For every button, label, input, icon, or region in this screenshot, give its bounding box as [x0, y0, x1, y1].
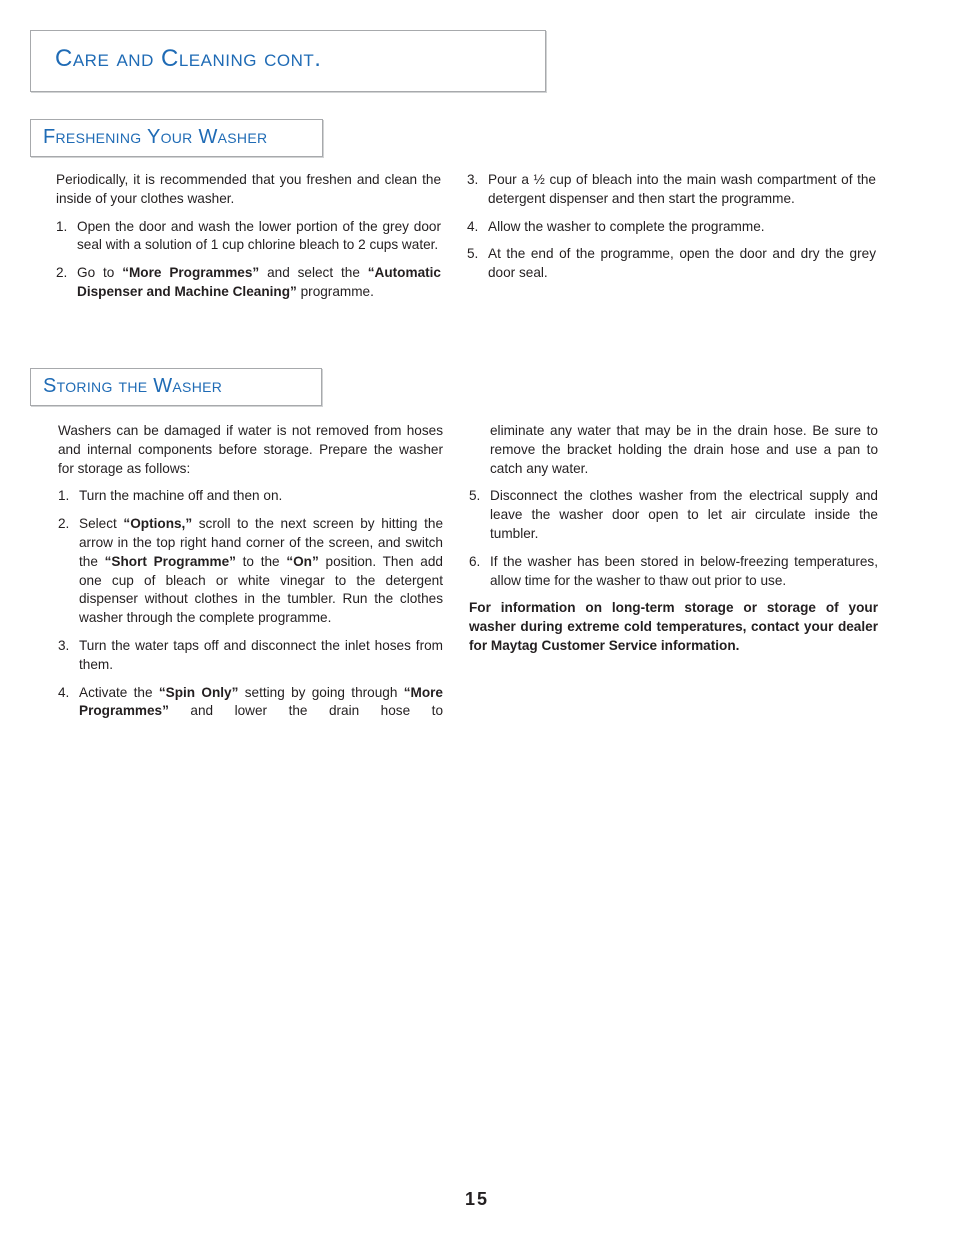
page-title: Care and Cleaning cont. [55, 45, 322, 72]
step-number: 1. [58, 488, 70, 504]
storing-note: For information on long-term storage or storage of your washer during extreme cold temperatures, contact your dealer for Maytag Customer Service information. [469, 600, 878, 653]
step-text: Pour a ½ cup of bleach into the main wash compartment of the detergent dispenser and then start the programme. [488, 172, 876, 206]
freshening-heading-box [30, 119, 323, 157]
step-text: scroll to the next screen by hitting the arrow in the top right hand corner of the screen, and switch the [79, 516, 444, 569]
step-text: Disconnect the clothes washer from the electrical supply and leave the washer door open to let air circulate inside the tumbler. [490, 488, 878, 541]
storing-right-column [469, 422, 878, 665]
storing-left-column [58, 422, 443, 730]
step-bold-text: “Options,” [123, 516, 193, 532]
step-text: Open the door and wash the lower portion of the grey door seal with a solution of 1 cup chlorine bleach to 2 cups water. [77, 218, 441, 253]
storing-step-2 [58, 515, 443, 628]
step-number: 6. [469, 553, 481, 569]
step-number: 3. [58, 637, 70, 653]
step-text: position. Then add one cup of bleach or white vinegar to the detergent dispenser without clothes in the tumbler. Run the clothes washer through the complete programme. [79, 553, 443, 626]
storing-step-3 [58, 637, 443, 675]
step-text: setting by going through [238, 684, 404, 700]
storing-steps-left [58, 487, 443, 721]
step-text: to the [235, 553, 287, 569]
step-number: 4. [58, 684, 70, 700]
step-number: 1. [56, 218, 68, 234]
storing-step-6 [469, 553, 878, 591]
step-bold-text: “More Programmes” [79, 684, 443, 719]
step-number: 5. [467, 246, 479, 262]
step-text: Go to [77, 265, 123, 281]
freshening-step-3 [467, 171, 876, 209]
storing-heading: Storing the Washer [43, 375, 223, 397]
freshening-left-column [56, 171, 441, 311]
storing-step-5 [469, 487, 878, 543]
storing-step-1 [58, 487, 443, 506]
storing-step-4 [58, 684, 443, 722]
step-bold-text: “More Programmes” [122, 265, 260, 281]
step-number: 5. [469, 488, 481, 504]
step-text: If the washer has been stored in below-freezing temperatures, allow time for the washer to thaw out prior to use. [490, 553, 878, 588]
freshening-heading: Freshening Your Washer [43, 126, 268, 148]
page-number: 15 [464, 1189, 490, 1209]
step-text: Turn the machine off and then on. [79, 488, 283, 504]
freshening-steps-left [56, 218, 441, 302]
step-text: and select the [259, 265, 368, 281]
storing-steps-right [469, 422, 878, 590]
freshening-steps-right [467, 171, 876, 283]
freshening-step-5 [467, 245, 876, 283]
freshening-step-2 [56, 264, 441, 302]
step-text: Turn the water taps off and disconnect the inlet hoses from them. [79, 637, 443, 672]
step-number: 3. [467, 172, 479, 187]
freshening-step-4 [467, 218, 876, 237]
step-text: Select [79, 516, 124, 532]
storing-intro: Washers can be damaged if water is not removed from hoses and internal components before storage. Prepare the washer for storage as follows: [58, 423, 443, 476]
step-text: At the end of the programme, open the door and dry the grey door seal. [488, 246, 876, 281]
freshening-intro: Periodically, it is recommended that you freshen and clean the inside of your clothes washer. [56, 172, 441, 206]
freshening-step-1 [56, 218, 441, 256]
step-text: programme. [296, 283, 374, 299]
step-bold-text: “On” [286, 553, 319, 569]
storing-heading-box [30, 368, 322, 406]
step-text: Allow the washer to complete the programme. [488, 218, 765, 234]
storing-step-4-continued [469, 422, 878, 478]
step-bold-text: “Automatic Dispenser and Machine Cleaning” [77, 265, 441, 299]
freshening-right-column [467, 171, 876, 292]
step-text: eliminate any water that may be in the drain hose. Be sure to remove the bracket holding the drain hose and use a pan to catch any water. [490, 423, 878, 476]
step-number: 2. [58, 516, 70, 532]
step-text: and lower the drain hose to [168, 703, 443, 719]
step-number: 2. [56, 265, 68, 281]
step-text: Activate the [79, 684, 159, 700]
step-number: 4. [467, 218, 479, 234]
step-bold-text: “Spin Only” [158, 684, 239, 700]
page-title-box [30, 30, 546, 92]
step-bold-text: “Short Programme” [104, 553, 236, 569]
